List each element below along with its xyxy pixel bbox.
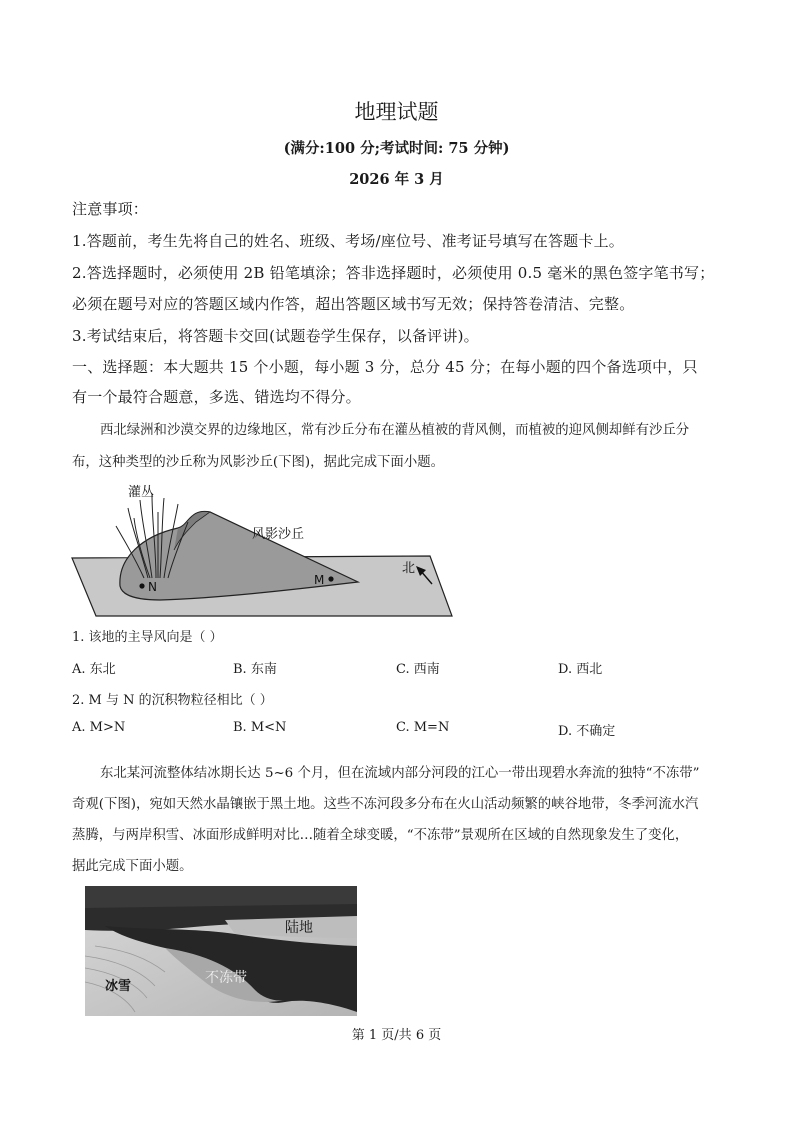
question-1-option-a[interactable]: A. 东北	[72, 662, 116, 677]
question-1-option-d[interactable]: D. 西北	[558, 662, 603, 677]
point-n-label: N	[148, 580, 157, 594]
passage-2-line-4: 据此完成下面小题。	[72, 859, 193, 874]
question-1-stem: 1. 该地的主导风向是（ ）	[72, 630, 223, 645]
question-1-option-b[interactable]: B. 东南	[233, 662, 277, 677]
shrub-label: 灌丛	[128, 485, 155, 500]
question-2-option-c[interactable]: C. M=N	[396, 720, 450, 735]
question-2-option-d[interactable]: D. 不确定	[558, 724, 616, 739]
ice-snow-label: 冰雪	[105, 979, 132, 994]
north-label: 北	[402, 561, 416, 576]
exam-date: 2026 年 3 月	[349, 171, 444, 188]
page-title: 地理试题	[354, 100, 439, 124]
notice-item-1: 1.答题前，考生先将自己的姓名、班级、考场/座位号、准考证号填写在答题卡上。	[72, 232, 624, 250]
land-label: 陆地	[285, 920, 313, 936]
passage-2-line-2: 奇观(下图)，宛如天然水晶镶嵌于黑土地。这些不冻河段多分布在火山活动频繁的峡谷地带，冬季河流水汽	[72, 797, 699, 812]
dune-label: 风影沙丘	[252, 527, 305, 542]
section-heading-line-2: 有一个最符合题意，多选、错选均不得分。	[72, 388, 361, 406]
passage-1-line-1: 西北绿洲和沙漠交界的边缘地区，常有沙丘分布在灌丛植被的背风侧，而植被的迎风侧却鲜有沙丘分	[100, 423, 690, 438]
wind-shadow-dune-figure	[70, 478, 460, 618]
question-2-stem: 2. M 与 N 的沉积物粒径相比（ ）	[72, 693, 273, 708]
question-2-option-b[interactable]: B. M<N	[233, 720, 287, 735]
page-number: 第 1 页/共 6 页	[351, 1028, 442, 1043]
question-2-option-a[interactable]: A. M>N	[72, 720, 126, 735]
notice-item-2b: 必须在题号对应的答题区域内作答，超出答题区域书写无效；保持答卷清洁、完整。	[72, 295, 635, 313]
passage-2-line-1: 东北某河流整体结冰期长达 5~6 个月，但在流域内部分河段的江心一带出现碧水奔流的独特“不冻带”	[100, 766, 700, 781]
notice-heading: 注意事项：	[72, 200, 149, 218]
unfrozen-belt-label: 不冻带	[205, 970, 247, 986]
section-heading-line-1: 一、选择题：本大题共 15 个小题，每小题 3 分，总分 45 分；在每小题的四个备选项中，只	[72, 358, 698, 376]
unfrozen-river-photo	[85, 886, 357, 1016]
notice-item-3: 3.考试结束后，将答题卡交回(试题卷学生保存，以备评讲)。	[72, 327, 479, 345]
point-m-marker	[328, 576, 333, 581]
point-m-label: M	[314, 573, 325, 587]
passage-1-line-2: 布，这种类型的沙丘称为风影沙丘(下图)，据此完成下面小题。	[72, 455, 444, 470]
question-1-option-c[interactable]: C. 西南	[396, 662, 440, 677]
exam-info: (满分:100 分;考试时间: 75 分钟)	[283, 140, 510, 157]
passage-2-line-3: 蒸腾，与两岸积雪、冰面形成鲜明对比…随着全球变暖，“不冻带”景观所在区域的自然现象发生了变化，	[72, 828, 689, 843]
point-n-marker	[139, 583, 144, 588]
notice-item-2a: 2.答选择题时，必须使用 2B 铅笔填涂；答非选择题时，必须使用 0.5 毫米的黑色签字笔书写；	[72, 264, 715, 282]
